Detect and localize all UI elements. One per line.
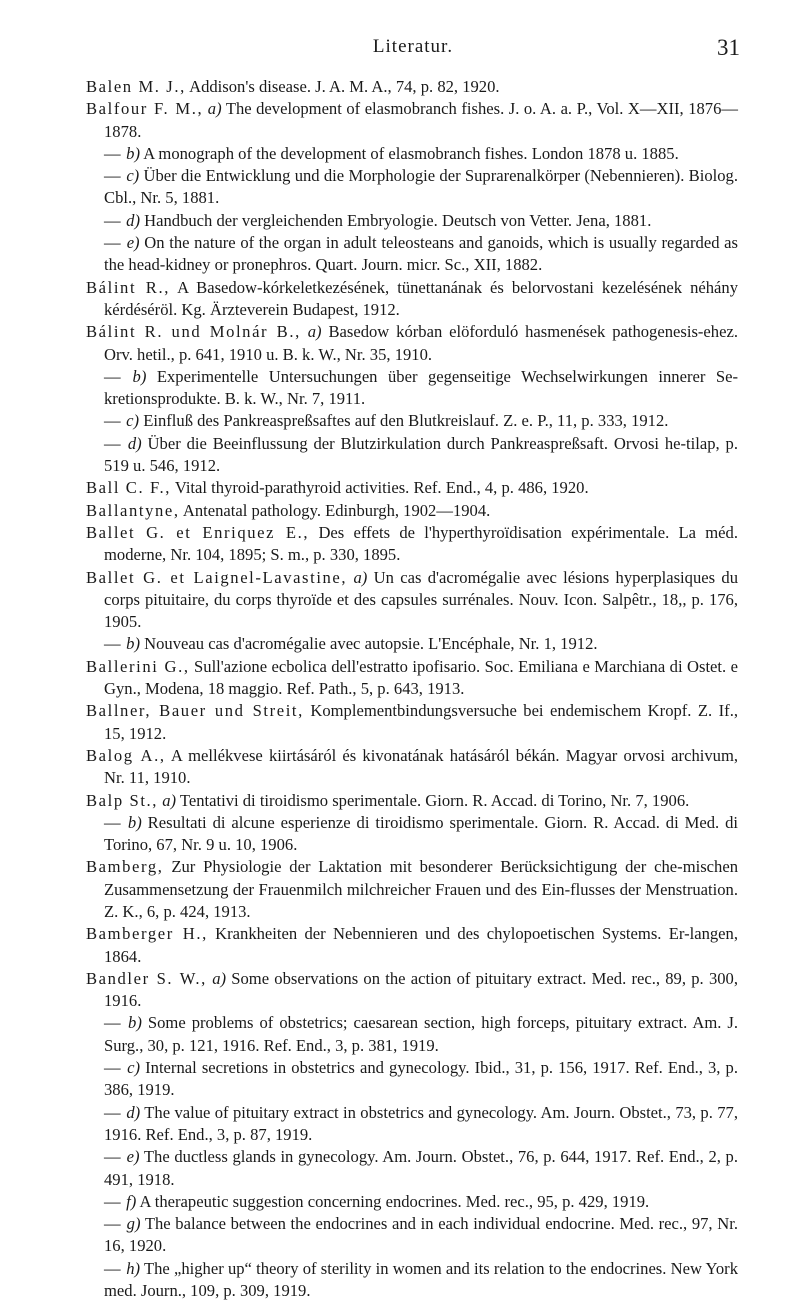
bib-entry xyxy=(86,1213,738,1258)
entry-text: Some problems of obstetrics; caesarean section, high forceps, pituitary extract. Am. J. Surg., 30, p. 121, 1916. Ref. End., 3, p. 381, 1919. xyxy=(104,1013,739,1055)
entry-text: Vital thyroid-parathyroid activities. Ref. End., 4, p. 486, 1920. xyxy=(174,478,589,498)
bib-entry xyxy=(86,1102,738,1147)
entry-author: Balog A., xyxy=(86,745,166,765)
entry-dash: — xyxy=(104,1191,121,1211)
entry-author: Bandler S. W., xyxy=(86,968,207,988)
entry-marker: f) xyxy=(126,1191,137,1211)
entry-dash: — xyxy=(104,143,121,163)
entry-dash: — xyxy=(104,1214,121,1234)
entry-dash: — xyxy=(104,1258,121,1278)
entry-author: Ballet G. et Enriquez E., xyxy=(86,522,310,542)
entry-marker: b) xyxy=(126,634,140,654)
entry-text: Sull'azione ecbolica dell'estratto ipofisario. Soc. Emiliana e Marchiana di Ostet. e Gyn., Modena, 18 maggio. Ref. Path., 5, p. 643, 1913. xyxy=(104,656,738,699)
entry-author: Ballantyne, xyxy=(86,500,180,520)
entry-dash: — xyxy=(104,1013,121,1033)
entry-author: Bamberg, xyxy=(86,857,164,877)
entry-text: Über die Beeinflussung der Blutzirkulation durch Pankreaspreßsaft. Orvosi he-tilap, p. 519 u. 546, 1912. xyxy=(104,433,738,476)
entry-marker: b) xyxy=(128,1013,142,1033)
bib-entry xyxy=(86,433,738,478)
entry-marker: d) xyxy=(126,210,140,230)
bib-entry xyxy=(86,812,738,857)
entry-marker: c) xyxy=(126,411,140,431)
entry-dash: — xyxy=(104,166,121,186)
entry-text: The ductless glands in gynecology. Am. Journ. Obstet., 76, p. 644, 1917. Ref. End., 2, p. 491, 1918. xyxy=(104,1147,738,1189)
entry-marker: d) xyxy=(127,433,142,453)
bib-entry xyxy=(86,321,738,366)
bib-entry xyxy=(86,410,738,432)
entry-text: The value of pituitary extract in obstetrics and gynecology. Am. Journ. Obstet., 73, p. 77, 1916. Ref. End., 3, p. 87, 1919. xyxy=(104,1102,738,1144)
entry-text: Zur Physiologie der Laktation mit besonderer Berücksichtigung der che-mischen Zusammensetzung der Frauenmilch milchreicher Frauen und des Ein-flusses der Menstruation. Z. K., 6, p. 424, 1913. xyxy=(104,857,738,921)
bib-entry xyxy=(86,790,738,812)
running-title: Literatur. xyxy=(372,36,454,57)
bibliography-list xyxy=(86,76,738,1302)
bib-entry xyxy=(86,923,738,968)
entry-text: Komplementbindungsversuche bei endemischem Kropf. Z. If., 15, 1912. xyxy=(104,701,738,743)
entry-marker: a) xyxy=(212,968,227,988)
entry-marker: a) xyxy=(207,99,222,119)
entry-text: Über die Entwicklung und die Morphologie der Suprarenalkörper (Nebennieren). Biolog. Cbl., Nr. 5, 1881. xyxy=(104,166,738,208)
bib-entry xyxy=(86,856,738,923)
entry-text: Basedow kórban elöforduló hasmenések pathogenesis-ehez. Orv. hetil., p. 641, 1910 u. B. k. W., Nr. 35, 1910. xyxy=(104,322,738,364)
entry-marker: a) xyxy=(353,567,368,587)
entry-marker: c) xyxy=(126,166,140,186)
entry-dash: — xyxy=(104,433,121,453)
bib-entry xyxy=(86,567,738,634)
entry-dash: — xyxy=(104,233,121,253)
bib-entry xyxy=(86,968,738,1013)
entry-author: Ball C. F., xyxy=(86,478,171,498)
bib-entry xyxy=(86,522,738,567)
entry-marker: b) xyxy=(127,812,142,832)
entry-text: Addison's disease. J. A. M. A., 74, p. 82, 1920. xyxy=(189,77,500,96)
entry-text: A mellékvese kiirtásáról és kivonatának hatásáról békán. Magyar orvosi archivum, Nr. 11, 1910. xyxy=(104,745,738,788)
bib-entry xyxy=(86,98,738,143)
bib-entry xyxy=(86,633,738,655)
entry-marker: a) xyxy=(162,790,177,810)
bib-entry xyxy=(86,143,738,165)
entry-dash: — xyxy=(104,812,121,832)
entry-marker: a) xyxy=(307,322,322,342)
bib-entry xyxy=(86,76,738,98)
entry-text: The balance between the endocrines and in each individual endocrine. Med. rec., 97, Nr. 16, 1920. xyxy=(104,1214,738,1256)
entry-dash: — xyxy=(104,1147,121,1167)
entry-dash: — xyxy=(104,411,121,431)
entry-text: Internal secretions in obstetrics and gynecology. Ibid., 31, p. 156, 1917. Ref. End., 3, p. 386, 1919. xyxy=(104,1058,739,1100)
bib-entry xyxy=(86,1057,738,1102)
entry-text: Handbuch der vergleichenden Embryologie. Deutsch von Vetter. Jena, 1881. xyxy=(144,210,652,230)
entry-text: Resultati di alcune esperienze di tiroidismo sperimentale. Giorn. R. Accad. di Med. di Torino, 67, Nr. 9 u. 10, 1906. xyxy=(104,812,738,855)
bib-entry xyxy=(86,1258,738,1302)
entry-text: The „higher up“ theory of sterility in women and its relation to the endocrines. New York med. Journ., 109, p. 309, 1919. xyxy=(104,1258,738,1301)
entry-dash: — xyxy=(104,1058,121,1078)
entry-marker: e) xyxy=(126,233,140,253)
entry-author: Bálint R., xyxy=(86,277,170,297)
bib-entry xyxy=(86,500,738,522)
entry-text: Experimentelle Untersuchungen über gegenseitige Wechselwirkungen innerer Se-kretionsprodukte. B. k. W., Nr. 7, 1911. xyxy=(104,366,738,409)
bib-entry xyxy=(86,210,738,232)
entry-author: Ballner, Bauer und Streit, xyxy=(86,701,304,721)
entry-marker: c) xyxy=(127,1058,141,1078)
bib-entry xyxy=(86,232,738,277)
entry-text: Nouveau cas d'acromégalie avec autopsie. L'Encéphale, Nr. 1, 1912. xyxy=(144,634,598,654)
bib-entry xyxy=(86,656,738,701)
bib-entry xyxy=(86,277,738,322)
entry-marker: e) xyxy=(126,1147,140,1167)
bib-entry xyxy=(86,745,738,790)
entry-text: Krankheiten der Nebennieren und des chylopoetischen Systems. Er-langen, 1864. xyxy=(104,924,738,966)
entry-marker: h) xyxy=(126,1258,141,1278)
entry-text: A therapeutic suggestion concerning endocrines. Med. rec., 95, p. 429, 1919. xyxy=(139,1191,650,1211)
entry-dash: — xyxy=(104,1102,121,1122)
entry-marker: g) xyxy=(126,1214,141,1234)
entry-marker: d) xyxy=(126,1102,141,1122)
entry-text: Des effets de l'hyperthyroïdisation expérimentale. La méd. moderne, Nr. 104, 1895; S. m., p. 330, 1895. xyxy=(104,522,738,565)
entry-text: Tentativi di tiroidismo sperimentale. Giorn. R. Accad. di Torino, Nr. 7, 1906. xyxy=(179,790,690,810)
bib-entry xyxy=(86,1146,738,1191)
entry-dash: — xyxy=(104,634,121,654)
entry-text: Some observations on the action of pituitary extract. Med. rec., 89, p. 300, 1916. xyxy=(104,968,738,1011)
entry-author: Bamberger H., xyxy=(86,924,208,944)
entry-text: Un cas d'acromégalie avec lésions hyperplasiques du corps pituitaire, du corps thyroïde et des capsules surrénales. Nouv. Icon. Salpêtr., 18,, p. 176, 1905. xyxy=(104,567,739,632)
entry-text: The development of elasmobranch fishes. J. o. A. a. P., Vol. X—XII, 1876—1878. xyxy=(104,99,738,141)
entry-author: Ballerini G., xyxy=(86,656,190,676)
entry-text: A monograph of the development of elasmobranch fishes. London 1878 u. 1885. xyxy=(143,143,679,163)
entry-author: Balp St., xyxy=(86,790,159,810)
entry-text: On the nature of the organ in adult teleosteans and ganoids, which is usually regarded as the head-kidney or pronephros. Quart. Journ. micr. Sc., XII, 1882. xyxy=(104,233,738,275)
bib-entry xyxy=(86,700,738,745)
entry-dash: — xyxy=(104,210,121,230)
entry-author: Balen M. J., xyxy=(86,77,186,96)
entry-text: Antenatal pathology. Edinburgh, 1902—1904. xyxy=(182,500,491,520)
bib-entry xyxy=(86,165,738,210)
bib-entry xyxy=(86,1191,738,1213)
entry-author: Ballet G. et Laignel-Lavastine, xyxy=(86,567,348,587)
bib-entry xyxy=(86,477,738,499)
entry-author: Balfour F. M., xyxy=(86,99,204,119)
entry-text: Einfluß des Pankreaspreßsaftes auf den Blutkreislauf. Z. e. P., 11, p. 333, 1912. xyxy=(143,411,669,431)
entry-author: Bálint R. und Molnár B., xyxy=(86,322,301,342)
entry-text: A Basedow-kórkeletkezésének, tünettanának és belorvostani kezelésének néhány kérdéséröl. Kg. Ärzteverein Budapest, 1912. xyxy=(104,277,739,319)
bib-entry xyxy=(86,1012,738,1057)
page-number: 31 xyxy=(717,35,740,60)
entry-marker: b) xyxy=(132,366,147,386)
entry-dash: — xyxy=(104,366,121,386)
bib-entry xyxy=(86,366,738,411)
entry-marker: b) xyxy=(126,143,140,163)
page-header xyxy=(86,36,740,62)
